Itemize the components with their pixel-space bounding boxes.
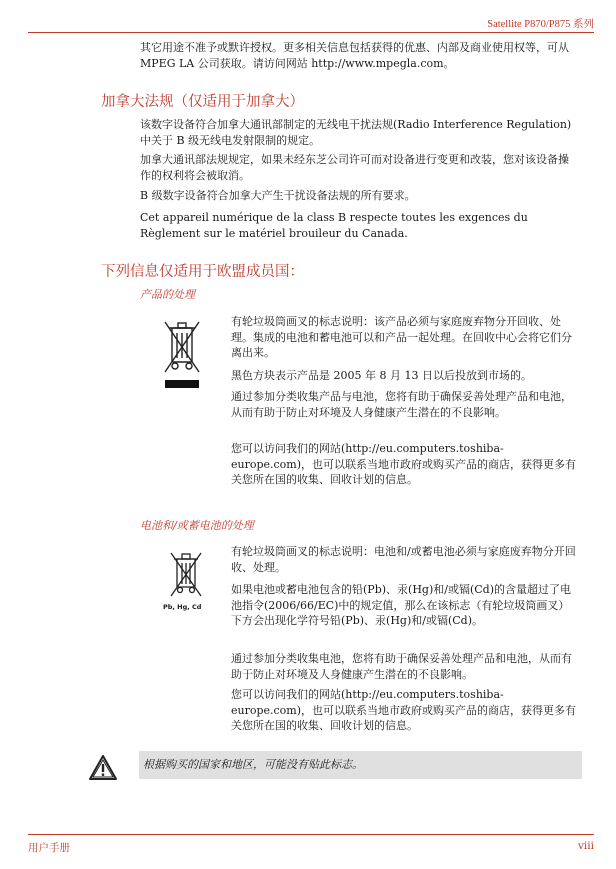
warning-icon	[88, 754, 118, 782]
canada-paragraph-4: Cet appareil numérique de la class B respecte toutes les exgences du Règlement sur le matériel brouileur du Canada.	[140, 211, 528, 240]
battery-paragraph-4: 您可以访问我们的网站(http://eu.computers.toshiba-europe.com)，也可以联系当地市政府或购买产品的商店，获得更多有关您所在国的收集、回收计划的信息。	[231, 688, 577, 732]
footer-divider	[28, 834, 594, 835]
battery-chemical-label: Pb, Hg, Cd	[163, 603, 202, 611]
header-divider	[28, 32, 594, 33]
product-paragraph-1: 有轮垃圾筒画叉的标志说明：该产品必须与家庭废弃物分开回收、处理。集成的电池和蓄电池可以和产品一起处理。在回收中心会将它们分离出来。	[231, 315, 572, 359]
header-title: Satellite P870/P875 系列	[487, 19, 594, 30]
crossed-bin-icon	[162, 318, 202, 390]
eu-heading: 下列信息仅适用于欧盟成员国：	[101, 264, 304, 280]
product-paragraph-4: 您可以访问我们的网站(http://eu.computers.toshiba-europe.com)，也可以联系当地市政府或购买产品的商店，获得更多有关您所在国的收集、回收计划的信息。	[231, 442, 577, 486]
canada-paragraph-2: 加拿大通讯部法规规定，如果未经东芝公司许可而对设备进行变更和改装，您对该设备操作的权利将会被取消。	[140, 153, 569, 182]
battery-disposal-heading: 电池和/或蓄电池的处理	[140, 519, 254, 532]
canada-paragraph-1: 该数字设备符合加拿大通讯部制定的无线电干扰法规(Radio Interference Regulation)中关于 B 级无线电发射限制的规定。	[140, 118, 572, 147]
battery-paragraph-3: 通过参加分类收集电池，您将有助于确保妥善处理产品和电池，从而有助于防止对环境及人身健康产生潜在的不良影响。	[231, 652, 572, 681]
battery-paragraph-1: 有轮垃圾筒画叉的标志说明：电池和/或蓄电池必须与家庭废弃物分开回收、处理。	[231, 545, 576, 574]
canada-paragraph-3: B 级数字设备符合加拿大产生干扰设备法规的所有要求。	[140, 189, 416, 202]
product-paragraph-2: 黑色方块表示产品是 2005 年 8 月 13 日以后投放到市场的。	[231, 369, 532, 382]
note-text: 根据购买的国家和地区，可能没有贴此标志。	[143, 758, 363, 771]
intro-paragraph: 其它用途不准予或默许授权。更多相关信息包括获得的优惠、内部及商业使用权等，可从 MPEG LA 公司获取。请访问网站 http://www.mpegla.com。	[140, 41, 569, 70]
canada-heading: 加拿大法规（仅适用于加拿大）	[101, 94, 304, 110]
footer-manual-label: 用户手册	[28, 842, 70, 854]
battery-paragraph-2: 如果电池或蓄电池包含的铅(Pb)、汞(Hg)和/或镉(Cd)的含量超过了电池指令(2006/66/EC)中的规定值，那么在该标志（有轮垃圾筒画叉）下方会出现化学符号铅(Pb)、汞(Hg)和/或镉(Cd)。	[231, 583, 571, 627]
footer-page-number: viii	[577, 840, 594, 852]
crossed-bin-battery-icon	[168, 550, 204, 600]
product-disposal-heading: 产品的处理	[140, 288, 195, 301]
product-paragraph-3: 通过参加分类收集产品与电池，您将有助于确保妥善处理产品和电池，从而有助于防止对环境及人身健康产生潜在的不良影响。	[231, 390, 572, 419]
